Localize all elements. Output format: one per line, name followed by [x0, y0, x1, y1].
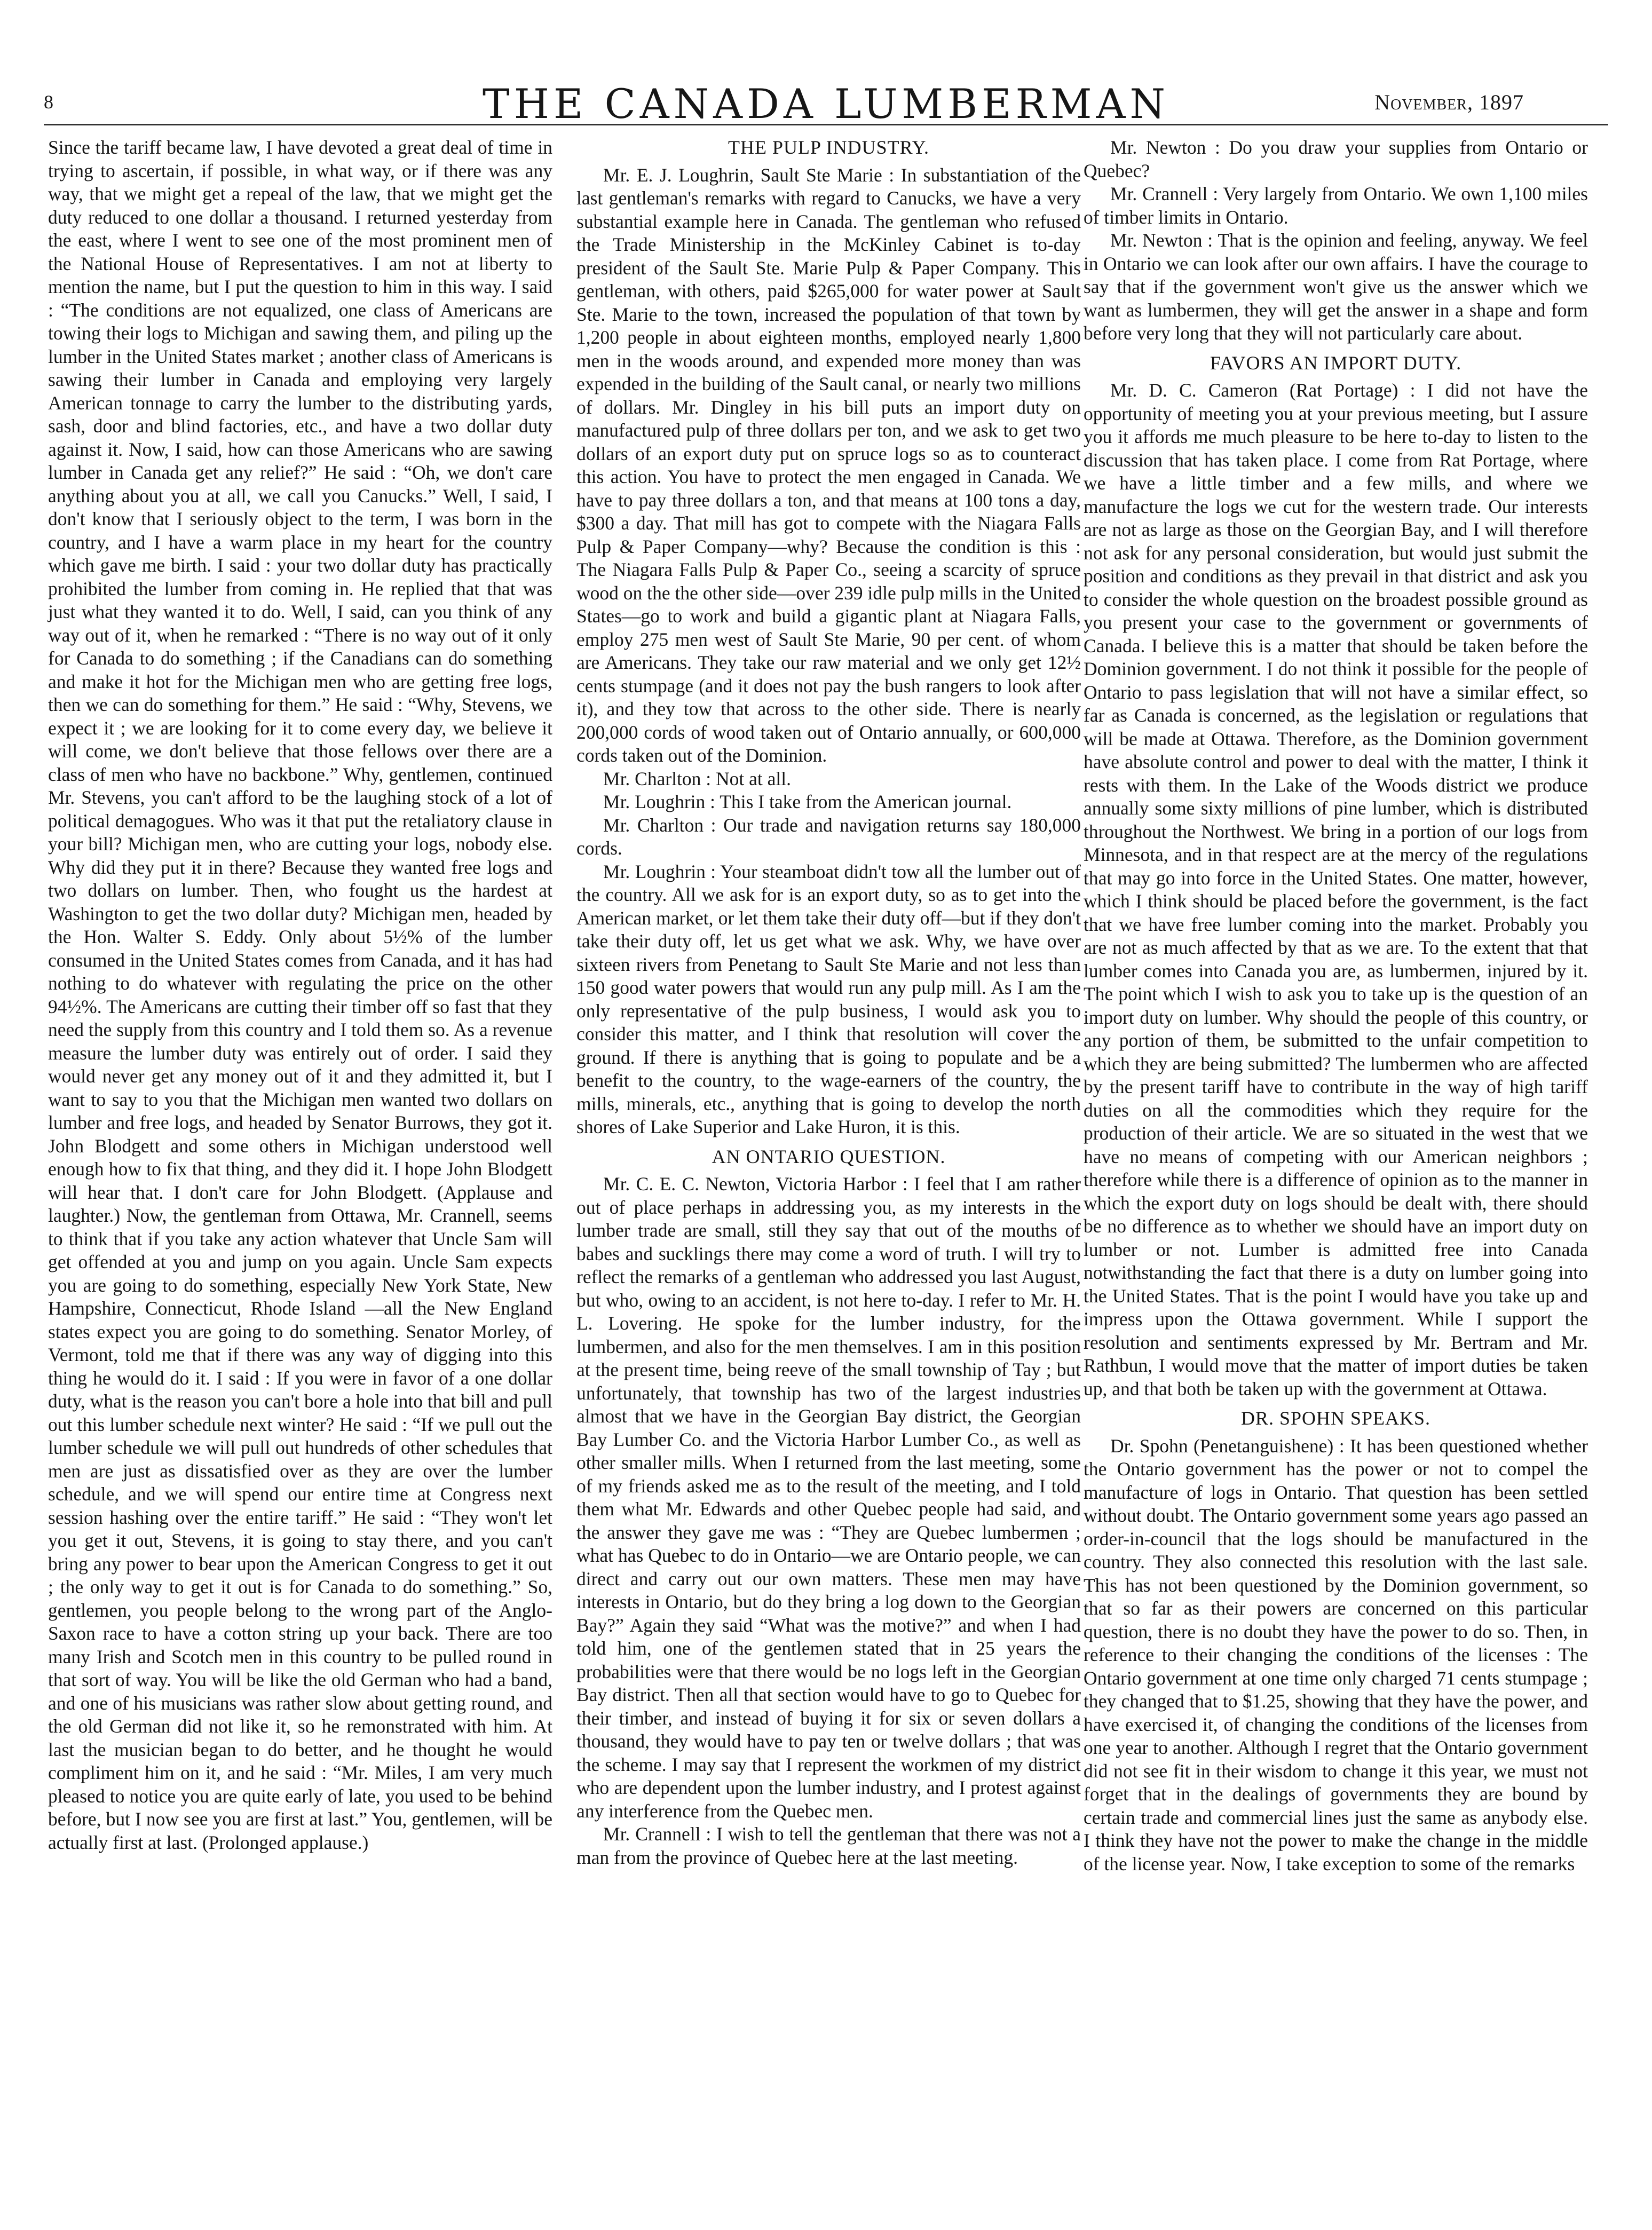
paragraph: Mr. Charlton : Our trade and navigation returns say 180,000 cords. — [576, 814, 1081, 859]
paragraph: Mr. Crannell : Very largely from Ontario. We own 1,100 miles of timber limits in Ontario. — [1084, 183, 1588, 228]
paragraph: Mr. Newton : That is the opinion and feeling, anyway. We feel in Ontario we can look after our own affairs. I have the courage to say that if the government won't give us the answer which we want as lumbermen, they will get the answer in a shape and form before very long that they will not particularly care about. — [1084, 230, 1588, 344]
issue-date: November, 1897 — [1374, 90, 1524, 114]
section-heading-pulp-industry: THE PULP INDUSTRY. — [728, 137, 930, 158]
paragraph: Mr. Loughrin : This I take from the American journal. — [603, 791, 1012, 812]
section-heading-ontario-question: AN ONTARIO QUESTION. — [712, 1145, 946, 1167]
paragraph: Mr. D. C. Cameron (Rat Portage) : I did not have the opportunity of meeting you at your previous meeting, but I assure you it affords me much pleasure to be here to-day to listen to the discussion that has taken place. I come from Rat Portage, where we have a little timber and a few mills, and where we manufacture the logs we cut for the western trade. Our interests are not as large as those on the Georgian Bay, and I will therefore not ask for any personal consideration, but would just submit the position and conditions as they prevail in that district and ask you to consider the whole question on the broadest possible ground as you present your case to the government or governments of Canada. I believe this is a matter that should be taken before the Dominion government. I do not think it possible for the people of Ontario to pass legislation that will not have a similar effect, so far as Canada is concerned, as the legislation or regulations that will be made at Ottawa. Therefore, as the Dominion government have absolute control and power to deal with the matter, I think it rests with them. In the Lake of the Woods district we produce annually some sixty millions of pine lumber, which is distributed throughout the Northwest. We bring in a portion of our logs from Minnesota, and in that respect are at the mercy of the regulations that may go into force in the United States. One matter, however, which I think should be placed before the government, is the fact that we have free lumber coming into the market. Probably you are not as much affected by that as we are. To the extent that that lumber comes into Canada you are, as lumbermen, injured by it. The point which I wish to ask you to take up is the question of an import duty on lumber. Why should the people of this country, or any portion of them, be submitted to the unfair competition to which they are being submitted? The lumbermen who are affected by the present tariff have to contribute in the way of high tariff duties on all the commodities which they require for the production of their article. We are so situated in the west that we have no means of competing with our American neighbors ; therefore while there is a difference of opinion as to the manner in which the export duty on logs should be dealt with, there should be no difference as to whether we should have an import duty on lumber or not. Lumber is admitted free into Canada notwithstanding the fact that there is a duty on lumber going into the United States. That is the point I would have you take up and impress upon the Ottawa government. While I support the resolution and sentiments expressed by Mr. Bertram and Mr. Rathbun, I would move that the matter of import duties be taken up, and that both be taken up with the government at Ottawa. — [1084, 379, 1588, 1399]
column-1 — [48, 136, 552, 1854]
paragraph: Mr. Charlton : Not at all. — [603, 768, 792, 789]
section-heading-import-duty: FAVORS AN IMPORT DUTY. — [1210, 352, 1462, 374]
paragraph: Mr. Newton : Do you draw your supplies from Ontario or Quebec? — [1084, 137, 1588, 181]
paragraph: Dr. Spohn (Penetanguishene) : It has been questioned whether the Ontario government has the power or not to compel the manufacture of logs in Ontario. That question has been settled without doubt. The Ontario government some years ago passed an order-in-council that the logs should be manufactured in the country. They also connected this resolution with the last sale. This has not been questioned by the Dominion government, so that so far as their powers are concerned on this particular question, there is no doubt they have the power to do so. Then, in reference to their changing the conditions of the licenses : The Ontario government at one time only charged 71 cents stumpage ; they changed that to $1.25, showing that they have the power, and have exercised it, of changing the conditions of the licenses from one year to another. Although I regret that the Ontario government did not see fit in their wisdom to change it this year, we must not forget that in the dealings of governments they are bound by certain trade and commercial lines just the same as anybody else. I think they have not the power to make the change in the middle of the license year. Now, I take exception to some of the remarks — [1084, 1435, 1588, 1875]
section-heading-dr-spohn: DR. SPOHN SPEAKS. — [1240, 1407, 1431, 1429]
column-2 — [576, 136, 1081, 1869]
page-header — [0, 80, 1652, 128]
paragraph: Mr. Loughrin : Your steamboat didn't tow all the lumber out of the country. All we ask for is an export duty, so as to get into the American market, or let them take their duty off—but if they don't take their duty off, let us get what we ask. Why, we have over sixteen rivers from Penetang to Sault Ste Marie and not less than 150 good water powers that would run any pulp mill. As I am the only representative of the pulp business, I would ask you to consider this matter, and I think that resolution will cover the ground. If there is anything that is going to populate and be a benefit to the country, to the wage-earners of the country, the mills, minerals, etc., anything that is going to develop the north shores of Lake Superior and Lake Huron, it is this. — [576, 860, 1081, 1137]
paragraph: Mr. Crannell : I wish to tell the gentleman that there was not a man from the province of Quebec here at the last meeting. — [576, 1823, 1081, 1868]
paragraph: Mr. C. E. C. Newton, Victoria Harbor : I feel that I am rather out of place perhaps in addressing you, as my interests in the lumber trade are small, still they say that out of the mouths of babes and sucklings there may come a word of truth. I will try to reflect the remarks of a gentleman who addressed you last August, but who, owing to an accident, is not here to-day. I refer to Mr. H. L. Lovering. He spoke for the lumber industry, for the lumbermen, and also for the men themselves. I am in this position at the present time, being reeve of the small township of Tay ; but unfortunately, that township has two of the largest industries almost that we have in the Georgian Bay district, the Georgian Bay Lumber Co. and the Victoria Harbor Lumber Co., as well as other smaller mills. When I returned from the last meeting, some of my friends asked me as to the result of the meeting, and I told them what Mr. Edwards and other Quebec people had said, and the answer they gave me was : “They are Quebec lumbermen ; what has Quebec to do in Ontario—we are Ontario people, we can direct and carry out our own matters. These men may have interests in Ontario, but do they bring a log down to the Georgian Bay?” Again they said “What was the motive?” and when I had told him, one of the gentlemen stated that in 25 years the probabilities were that there would be no logs left in the Georgian Bay district. Then all that section would have to go to Quebec for their timber, and instead of buying it for six or seven dollars a thousand, they would have to pay ten or twelve dollars ; that was the scheme. I may say that I represent the workmen of my district who are dependent upon the lumber industry, and I protest against any interference from the Quebec men. — [576, 1173, 1081, 1822]
column-3 — [1084, 136, 1588, 1876]
paragraph: Since the tariff became law, I have devoted a great deal of time in trying to ascertain, if possible, in what way, or if there was any way, that we might get a repeal of the law, that we might get the duty reduced to one dollar a thousand. I returned yesterday from the east, where I went to see one of the most prominent men of the National House of Representatives. I am not at liberty to mention the name, but I put the question to him in this way. I said : “The conditions are not equalized, one class of Americans are towing their logs to Michigan and sawing them, and piling up the lumber in the United States market ; another class of Americans is sawing their lumber in Canada and employing very largely American tonnage to carry the lumber to the distributing yards, sash, door and blind factories, etc., and have a two dollar duty against it. Now, I said, how can those Americans who are sawing lumber in Canada get any relief?” He said : “Oh, we don't care anything about you at all, we call you Canucks.” Well, I said, I don't know that I seriously object to the term, I was born in the country, and I have a warm place in my heart for the country which gave me birth. I said : your two dollar duty has practically prohibited the lumber from coming in. He replied that that was just what they wanted it to do. Well, I said, can you think of any way out of it, when he remarked : “There is no way out of it only for Canada to do something ; if the Canadians can do something and make it hot for the Michigan men who are getting free logs, then we can do something for them.” He said : “Why, Stevens, we expect it ; we are looking for it to come every day, we believe it will come, we don't believe that those fellows over there are a class of men who have no backbone.” Why, gentlemen, continued Mr. Stevens, you can't afford to be the laughing stock of a lot of political demagogues. Who was it that put the retaliatory clause in your bill? Michigan men, who are cutting your logs, nobody else. Why did they put it in there? Because they wanted free logs and two dollars on lumber. Then, who fought us the hardest at Washington to get the two dollar duty? Michigan men, headed by the Hon. Walter S. Eddy. Only about 5½% of the lumber consumed in the United States comes from Canada, and it has had nothing to do whatever with regulating the price on the other 94½%. The Americans are cutting their timber off so fast that they need the supply from this country and I told them so. As a revenue measure the lumber duty was entirely out of order. I said they would never get any money out of it and they admitted it, but I want to say to you that the Michigan men wanted two dollars on lumber and free logs, and headed by Senator Burrows, they got it. John Blodgett and some others in Michigan understood well enough how to fix that thing, and they did it. I hope John Blodgett will hear that. I don't care for John Blodgett. (Applause and laughter.) Now, the gentleman from Ottawa, Mr. Crannell, seems to think that if you take any action whatever that Uncle Sam will get offended at you and jump on you again. Uncle Sam expects you are going to do something, especially New York State, New Hampshire, Connecticut, Rhode Island —all the New England states expect you are going to do something. Senator Morley, of Vermont, told me that if there was any way of digging into this thing he would do it. I said : If you were in favor of a one dollar duty, what is the reason you can't bore a hole into that bill and pull out this lumber schedule next winter? He said : “If we pull out the lumber schedule we will pull out hundreds of other schedules that men are just as dissatisfied over as they are over the lumber schedule, and we will spend our entire time at Congress next session hashing over the entire tariff.” He said : “They won't let you get it out, Stevens, it is going to stay there, and you can't bring any power to bear upon the American Congress to get it out ; the only way to get it out is for Canada to do something.” So, gentlemen, you people belong to the wrong part of the Anglo-Saxon race to have a cotton string up your back. There are too many Irish and Scotch men in this country to be pulled round in that sort of way. You will be like the old German who had a band, and one of his musicians was rather slow about getting round, and the old German did not like it, so he remonstrated with him. At last the musician began to do better, and he thought he would compliment him on it, and he said : “Mr. Miles, I am very much pleased to notice you are quite early of late, you used to be behind before, but I now see you are first at last.” You, gentlemen, will be actually first at last. (Prolonged applause.) — [48, 137, 552, 1853]
page-number: 8 — [44, 91, 53, 113]
header-rule — [44, 124, 1608, 125]
paragraph: Mr. E. J. Loughrin, Sault Ste Marie : In substantiation of the last gentleman's remarks with regard to Canucks, we have a very substantial example here in Canada. The gentleman who refused the Trade Ministership in the McKinley Cabinet is to-day president of the Sault Ste. Marie Pulp & Paper Company. This gentleman, with others, paid $265,000 for water power at Sault Ste. Marie to the town, increased the population of that town by 1,200 people in about eighteen months, employed nearly 1,800 men in the woods around, and expended more money than was expended in the building of the Sault canal, or nearly two millions of dollars. Mr. Dingley in his bill puts an import duty on manufactured pulp of three dollars per ton, and we ask to get two dollars of an export duty put on spruce logs so as to counteract this action. You have to protect the men engaged in Canada. We have to pay three dollars a ton, and that means at 100 tons a day, $300 a day. That mill has got to compete with the Niagara Falls Pulp & Paper Company—why? Because the condition is this : The Niagara Falls Pulp & Paper Co., seeing a scarcity of spruce wood on the the other side—over 239 idle pulp mills in the United States—go to work and build a gigantic plant at Niagara Falls, employ 275 men west of Sault Ste Marie, 90 per cent. of whom are Americans. They take our raw material and we only get 12½ cents stumpage (and it does not pay the bush rangers to look after it), and they tow that across to the other side. There is nearly 200,000 cords of wood taken out of Ontario annually, or 600,000 cords taken out of the Dominion. — [576, 164, 1081, 766]
masthead-title: THE CANADA LUMBERMAN — [483, 80, 1169, 128]
